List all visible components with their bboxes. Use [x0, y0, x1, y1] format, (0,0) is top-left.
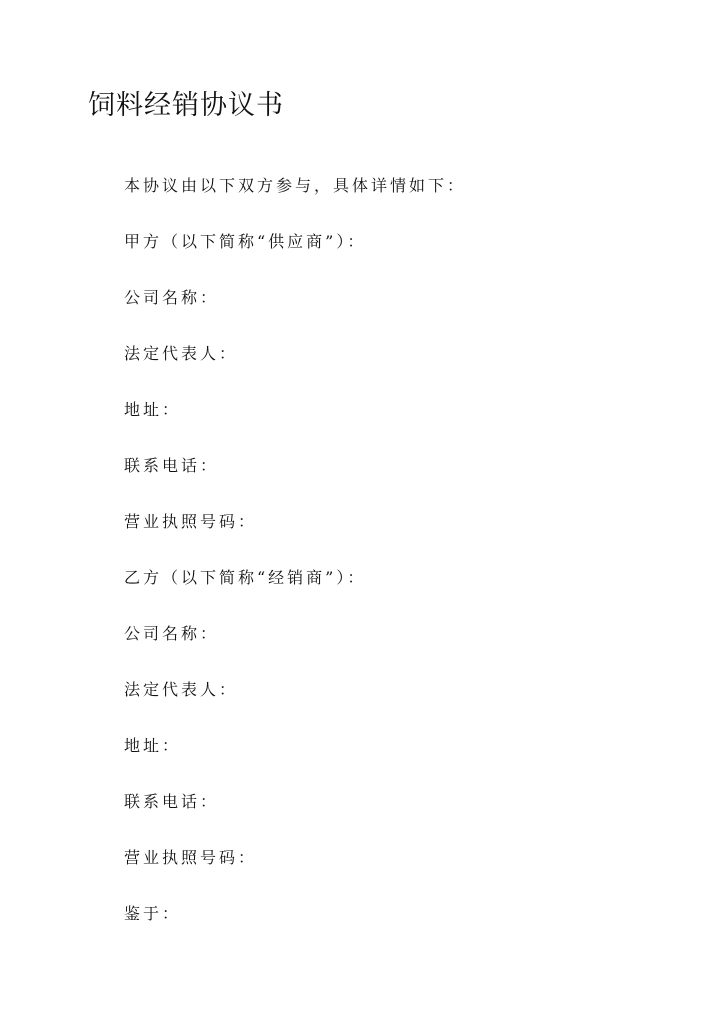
party-b-legal-representative-field: 法定代表人： [124, 680, 239, 699]
party-a-heading: 甲方（以下简称“供应商”）： [124, 232, 367, 251]
intro-line: 本协议由以下双方参与，具体详情如下： [124, 176, 467, 195]
whereas-clause-heading: 鉴于： [124, 904, 182, 923]
party-a-legal-representative-field: 法定代表人： [124, 344, 239, 363]
party-a-business-license-field: 营业执照号码： [124, 512, 258, 531]
party-b-phone-field: 联系电话： [124, 792, 220, 811]
party-a-address-field: 地址： [124, 400, 182, 419]
party-b-business-license-field: 营业执照号码： [124, 848, 258, 867]
party-a-phone-field: 联系电话： [124, 456, 220, 475]
party-a-company-name-field: 公司名称： [124, 288, 220, 307]
party-b-address-field: 地址： [124, 736, 182, 755]
party-b-company-name-field: 公司名称： [124, 624, 220, 643]
party-b-heading: 乙方（以下简称“经销商”）： [124, 568, 367, 587]
document-title: 饲料经销协议书 [88, 90, 284, 121]
agreement-body [124, 174, 466, 958]
